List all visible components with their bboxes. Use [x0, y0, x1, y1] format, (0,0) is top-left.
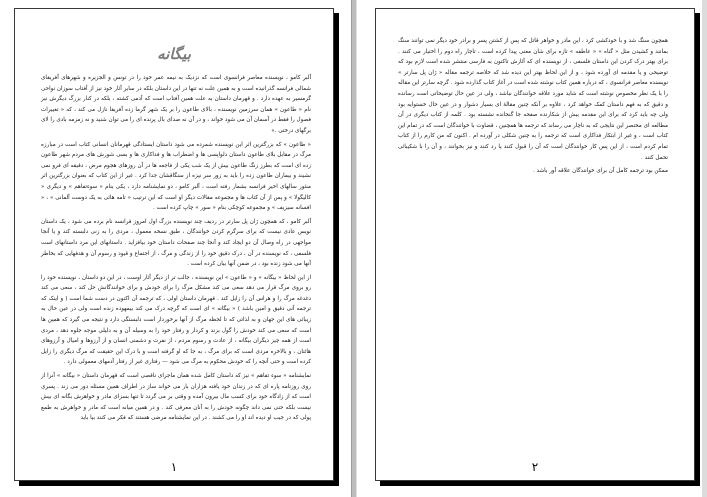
page-2: [375, 8, 695, 481]
page-number: ۱: [170, 460, 178, 474]
book-title: بیگانه: [157, 45, 191, 63]
paragraph: « طاعون » که بزرگترین اثر این نویسنده شمرده می شود داستان ایستادگی قهرمانان انسانی کتاب است در مبارزه مرگ در مقابل بلای طاعون داستان دلواپسی ها و اضطراب ها و فداکاری ها و بسی شورش های مردم شهر طاعون زده ای است که بطرز زنگ طاعون بیش از یک شب یکی از فاجعه ها در آن روزهای هجوم مرض ، دقیقه ای فرو نمی نشیند و بیماران طاعون زده را باید به زور سر نیزه از سنگاقشان جدا کرد . غیر از این کتاب که بعنوان بزرگترین اثر منثور سالهای اخیر فرانسه بشمار رفته است ، آلبر کامو ، دو نمایشنامه دارد ، یکی بنام « سوءتفاهم » و دیگری « کالیگولا » و پس از آن کتاب ها و مجموعه مقالات دیگر او است که این ترتیب « تامه هائی به یک دوست آلمانی » ، « افسانه سیزیف » و مجموعه کوچکی بنام « سور » چاپ کرده است .: [41, 141, 311, 212]
page-1-text: [41, 73, 311, 427]
paragraph: آلبر کامو ، نویسنده معاصر فرانسوی است که نزدیک به نیمه عمر خود را در تونس و الجزیره و شهرهای آفریقای شمالی فرانسه گذرانیده است و به همین علت نه تنها در این داستان بلکه در سایر آثار خود نیز از آفتاب سوزان نواحی گرمسیر به عهده دارد . و قهرمان داستان به علت همین آفتاب است که آدمی کشته ، بلکه در کنار بزرگ دیگرش نیز نام « طاعون » همان سرزمین نویسنده ، بالای طاعون را بر یک شهر گرما زده آفریقا نازل می کند ، که « تغییرات فصول را فقط در آسمان آن می شود خواند ، و در آن نه صدای بال پرنده ای را می توان شنید و نه زمزمه بادی را لای برگهای درختی .»: [41, 75, 311, 134]
page-1: [14, 8, 334, 481]
paragraph: همچون سنگ شد و با خودکشی کرد ، این مادر و خواهر قاتل که پس از کشتن پسر و برادر خود دیگر نمی توانند سنگ بمانند و کشیدن مثل « گناه » « عاطفه » تازه برای شان معنی پیدا کرده است ، تاچار راه دوم را اختیار می کنند . برای بهتر درک کردن این داستان فلسفی ، از نویسنده ای که آثارش تاکنون به فارسی منتشر شده است لازم بود که توضیحی و یا مقدمه ای آورده شود ، و از این لحاظ بهتر این دیده شد که خلاصه ترجمه مقاله « ژان پل سارتر » نویسنده معاصر فرانسوی ، که درباره همین کتاب نوشته شده است در آغاز کتاب گذارده شود . گرچه سارتر این مقاله را با یک نظر مخصوص نوشته است که شاید مورد علاقه خوانندگان نباشد ، ولی در عین حال توضیحاتی است رسانده و دقیق که به فهم داستان کمک خواهد کرد ، علاوه بر آنکه چنین مقالهٔ ای بسیار دشوار و در عین حال خستوایه بود ولی چه باید کرد که برای این مقدمه بیش از شکارنده صفحه جا گنجانده نشسته بود . کلمه از کتاب دیگری در آن مطالعه ای مختصر این نتایجی که به ناچار می رساند که ترجمه ها همچنین ، قضاوت با خوانندگان است که در تمام این کتاب است ، و غیر از ابتکار فداکاری است که ترجمه را به چنین شکلی در آورده ام . اکنون که من کارم را از کتاب تمام کردم است ، از این پس کار خوانندگان است که آن را قبول کنند یا رد کنند و نیز بخوانند ، و آن را با شکیبائی تحمل کنند .: [398, 38, 668, 161]
page-2-text: [398, 36, 668, 180]
paragraph: آلبر کامو ، که همچون ژان پل سارتر در ردیف چند نویسنده بزرگ اول امروز فرانسه نام برده می شود ، یک داستان نویس عادی نیست که برای سرگرم کردن خوانندگان ، طبق نسخه معمول ، مردی را به زنی دلبسته کند و یا آنجا مواجهی در راه وصال آن دو ایجاد کند و آنجا چند صفحات داستان خود بیافزاید . داستانهای این مرد داستانهای است فلسفی ، که نویسنده در آن ، درک دقیق خود را از زندگی و مرگ ، از اجتماع و قیود و رسوم آن و هدفهایی که بخاطر آنها می شود زنده بود ، در ضمن آنها بیان کرده است .: [41, 218, 311, 268]
page-divider: [351, 0, 357, 497]
paragraph: ممکن بود ترجمه کامل آن برای خوانندگان علاقه آور باشد .: [533, 168, 668, 175]
page-number: ۲: [531, 460, 539, 474]
vertical-scrollbar[interactable]: [702, 0, 707, 497]
paragraph: نمایشنامه « سوء تفاهم » نیز که داستان کامل شده همان ماجرای ناقصی است که قهرمان داستان « بیگانه » آنرا از روی روزنامه پاره ای که در زندان خود یافته هزاران بار می خواند ساز در اطراف همین مسئله دور می زند . پسری است که از زادگاه خود برای کسب مال بیرون آمده و وقتی بر می گردد تا تنها بسزای مادر و خواهرش بگانه ای بیش نیست بلکه حتی نمی داند چگونه خودش را به آنان معرفی کند . و در همین میانه است که مادر و خواهرش به طمع پولی که در جیب او دیده اند او را می کشند . در این نمایشنامه مرضی هستند که فکر می کنند بیا باید: [41, 373, 311, 422]
paragraph: از این لحاظ « بیگانه » و « طاعون » این نویسنده ، جالب تر از دیگر آثار اوست ، در این دو داستان ، نویسنده خود را رو بروی مرگ قرار می دهد سعی می کند مشکل مرگ را برای خودش و برای خوانندگانش حل کند ، سعی می کند دغدغه مرگ را و هراس آن را زایل کند . قهرمان داستان اولی ، که ترجمه آن اکنون در دست شما است ( و اینک که ترجمه آنی دقیق و امین باشد ) « بیگانه » ای است که گرچه درک می کند بیمهوده زنده است ولی در عین حال به زیبائی های این جهان و به لذاتی که تا لحظه مرگ از آنها برخوردار است دلبستگی دارد و نتیجه می گیرد که همین ها است که سعی می کند خودش را گول بزند و کردار و رفتار خود را به وسیله آن و به دلیلی موجه جلوه دهد ، مردی است از همه چیز دیگران بیگانه ، از عادت و رسوم مردم ، از نفرت و دشمنی انسان و از آرزوها و امیال و آرزوهای هائتان ، و بالاخره مردی است که برای مرگ ، به جا که او گرفته است و با درک این حقیقت که مرگ دیگری را زایل کرده است و حتی آنچه را که خودش محکوم به مرگ می شود — رفتاری غیر از رفتار آدمهای معمولی دارد .: [41, 274, 311, 366]
